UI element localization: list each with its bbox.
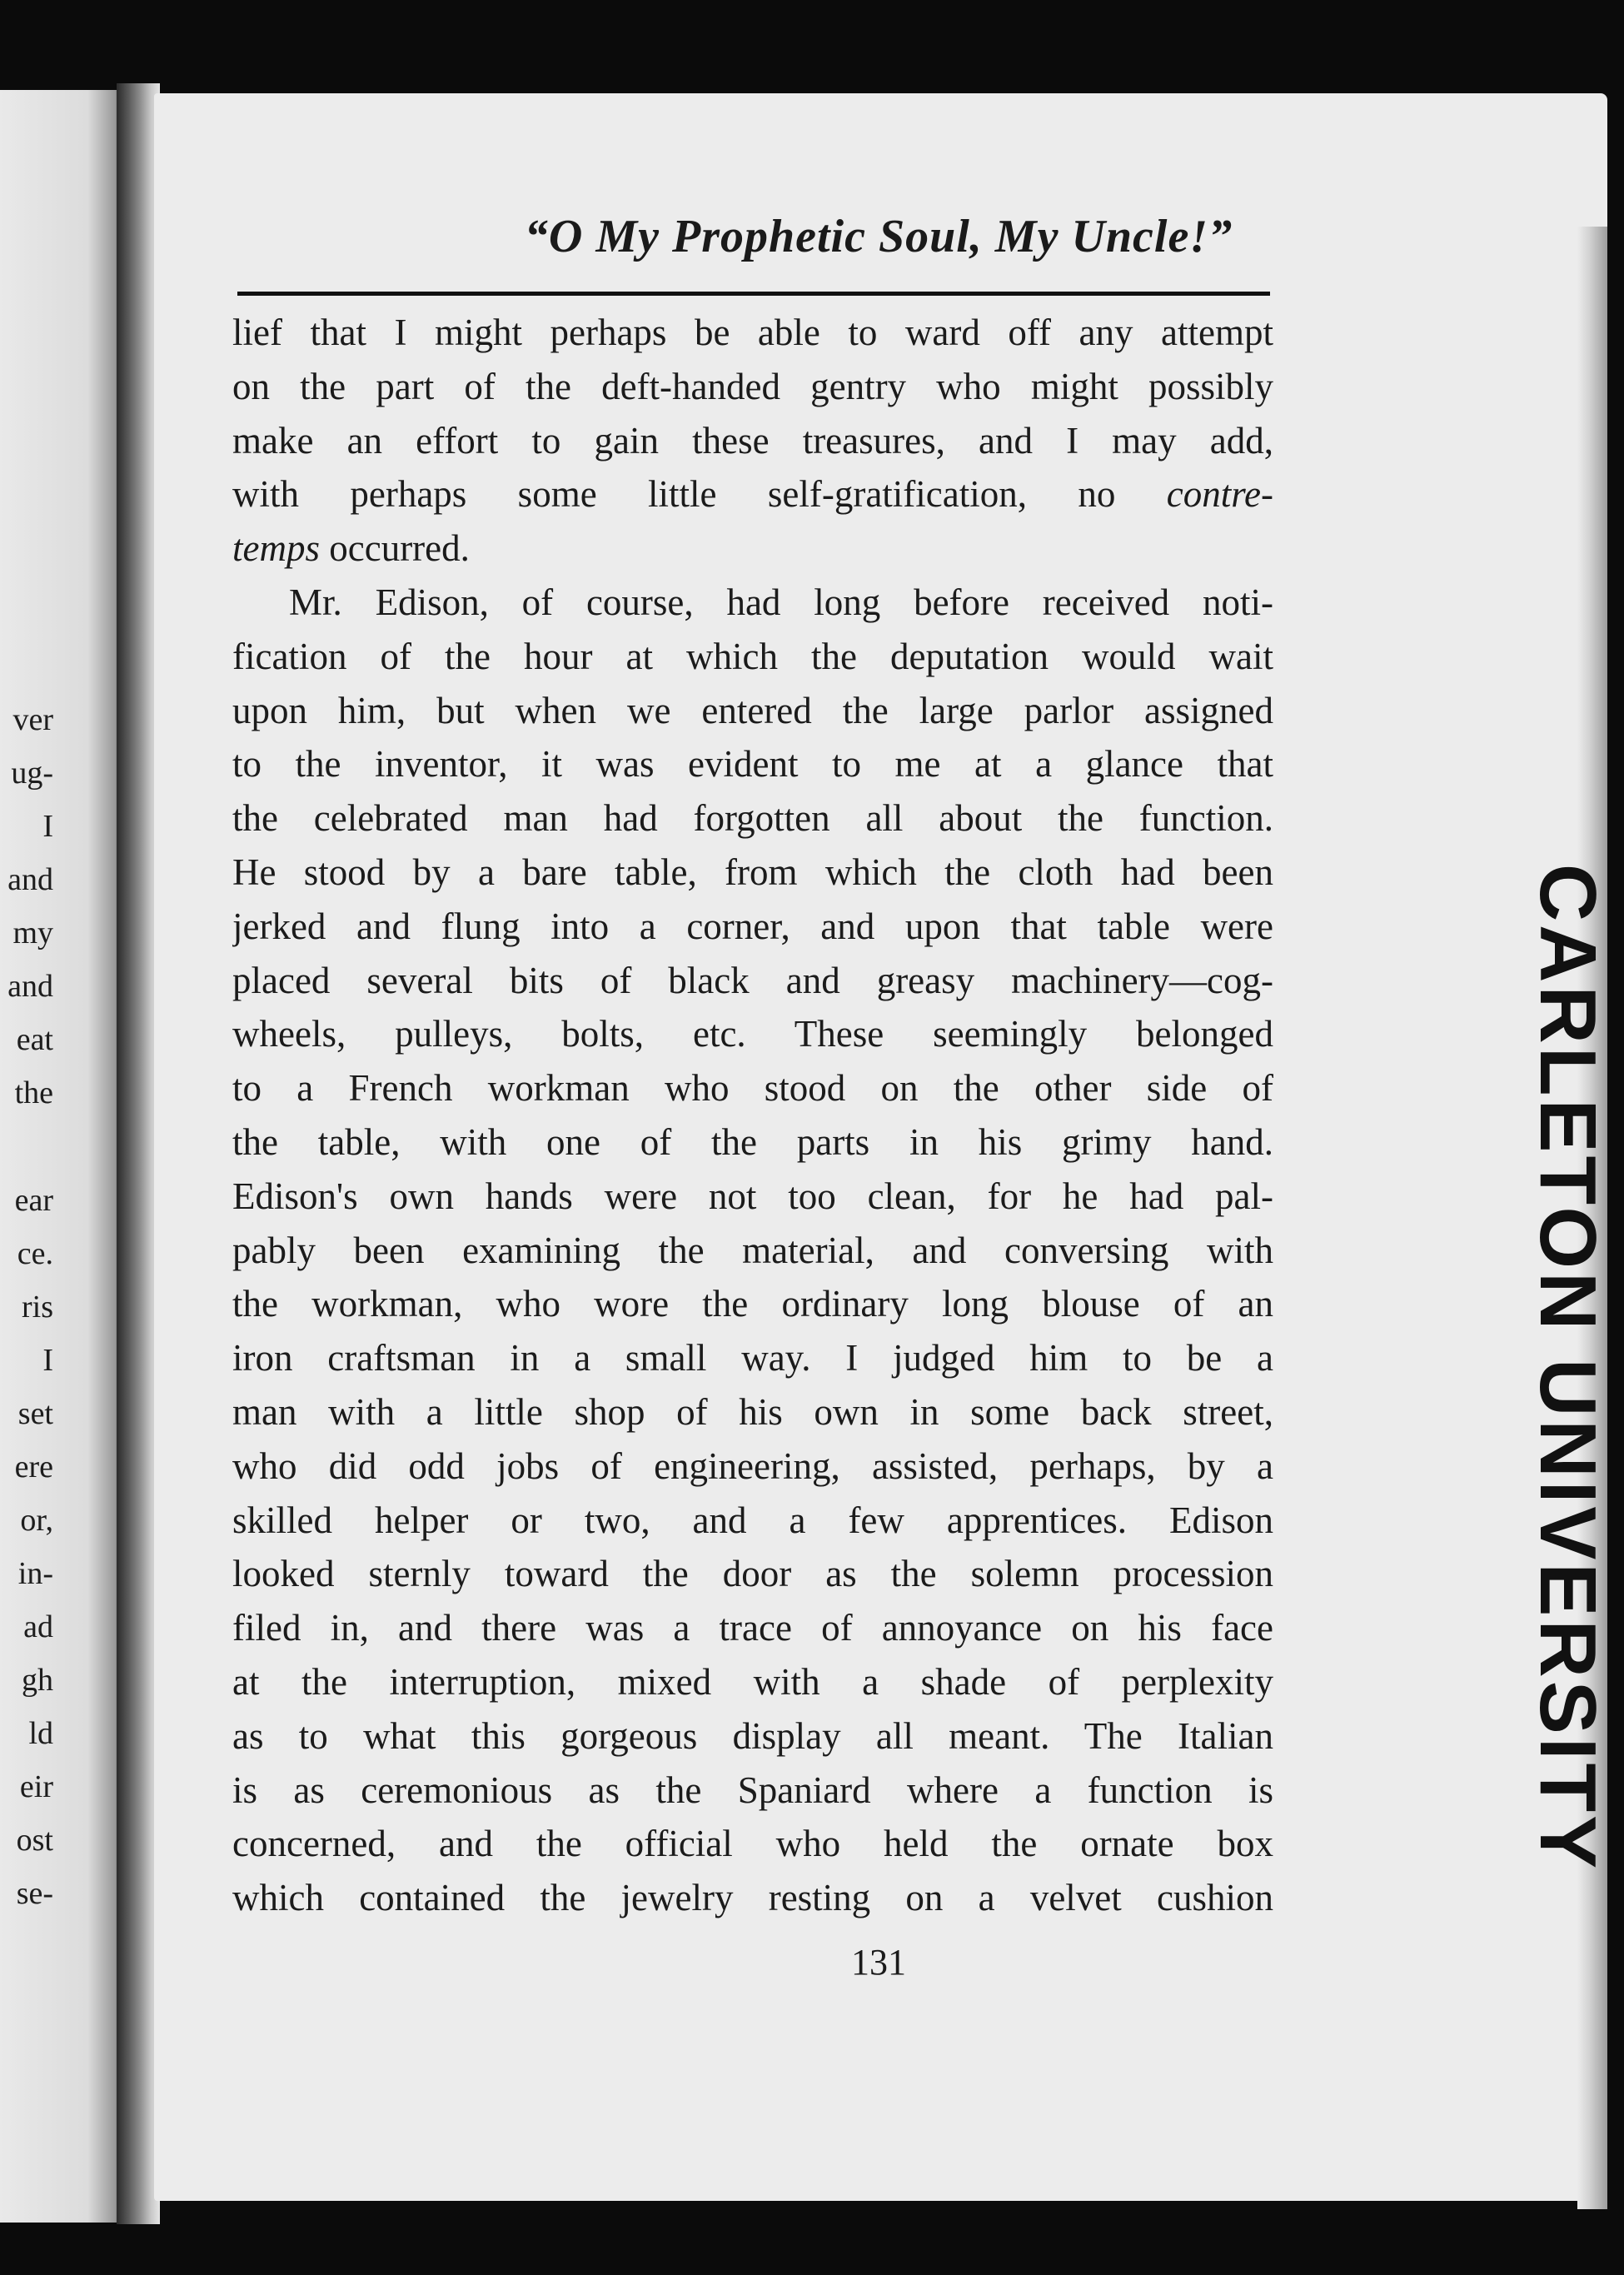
text-line: who did odd jobs of engineering, assisted, perhaps, by a: [232, 1444, 1273, 1487]
text-line: [232, 521, 1273, 576]
text-line: lief that I might perhaps be able to ward off any attempt: [232, 312, 1273, 353]
left-facing-page: [0, 90, 125, 2223]
text-line: Mr. Edison, of course, had long before received noti-: [289, 581, 1273, 623]
text-line: make an effort to gain these treasures, and I may add,: [232, 419, 1273, 461]
left-page-fragment: my: [12, 915, 53, 950]
text-line: wheels, pulleys, bolts, etc. These seemingly belonged: [232, 1013, 1273, 1055]
left-page-fragment: ost: [16, 1823, 53, 1858]
text-line: at the interruption, mixed with a shade of perplexity: [232, 1660, 1273, 1703]
text-line: which contained the jewelry resting on a velvet cushion: [232, 1877, 1273, 1919]
text-segment: occurred.: [320, 527, 470, 570]
italic-word: temps: [232, 527, 320, 570]
left-page-fragment: ug-: [11, 756, 53, 791]
left-page-fragment: eir: [19, 1769, 53, 1804]
left-page-fragment: set: [17, 1396, 53, 1431]
library-stamp-text: CARLETON UNIVERSITY: [1523, 863, 1612, 1873]
text-line: iron craftsman in a small way. I judged him to be a: [232, 1337, 1273, 1379]
left-page-fragment: ad: [23, 1609, 53, 1644]
left-page-fragment: eat: [16, 1022, 53, 1057]
left-page-fragment: in-: [17, 1556, 53, 1591]
left-page-fragment: ld: [28, 1716, 53, 1751]
text-line: fication of the hour at which the deputation would wait: [232, 635, 1273, 677]
left-page-fragment: I: [42, 1343, 53, 1378]
text-line: on the part of the deft-handed gentry who might possibly: [232, 365, 1273, 407]
text-line: man with a little shop of his own in some back street,: [232, 1390, 1273, 1433]
text-line: jerked and flung into a corner, and upon that table were: [232, 905, 1273, 947]
left-page-fragment: gh: [22, 1663, 53, 1698]
left-page-fragment: the: [14, 1075, 53, 1110]
text-line: pably been examining the material, and conversing with: [232, 1229, 1273, 1271]
text-line: Edison's own hands were not too clean, for he had pal-: [232, 1175, 1273, 1217]
text-line: to a French workman who stood on the other side of: [232, 1067, 1273, 1110]
left-page-fragment: se-: [16, 1876, 53, 1911]
running-head: “O My Prophetic Soul, My Uncle!”: [524, 211, 1233, 262]
left-page-fragment: and: [7, 969, 53, 1004]
left-page-fragment: ear: [14, 1183, 53, 1218]
text-line: filed in, and there was a trace of annoyance on his face: [232, 1607, 1273, 1649]
text-line: upon him, but when we entered the large parlor assigned: [232, 689, 1273, 731]
text-line: concerned, and the official who held the ornate box: [232, 1823, 1273, 1865]
italic-word: contre-: [1166, 473, 1273, 516]
page-number: 131: [851, 1942, 906, 1983]
text-line: the celebrated man had forgotten all about the function.: [232, 797, 1273, 840]
right-page: [154, 93, 1612, 2201]
text-segment: with perhaps some little self-gratification, no: [232, 473, 1167, 516]
left-page-fragment: ver: [12, 702, 53, 737]
left-page-fragment: or,: [20, 1503, 53, 1538]
body-text: [232, 306, 1273, 1925]
header-rule: [237, 292, 1270, 296]
text-line: placed several bits of black and greasy machinery—cog-: [232, 959, 1273, 1001]
text-line: as to what this gorgeous display all meant. The Italian: [232, 1714, 1273, 1757]
text-line: the table, with one of the parts in his grimy hand.: [232, 1120, 1273, 1163]
text-line: to the inventor, it was evident to me at a glance that: [232, 743, 1273, 786]
text-line: [232, 467, 1273, 521]
left-page-fragment: ere: [14, 1449, 53, 1484]
text-line: the workman, who wore the ordinary long blouse of an: [232, 1283, 1273, 1325]
left-page-fragment: ce.: [17, 1236, 53, 1271]
left-page-fragment: I: [42, 809, 53, 844]
text-line: is as ceremonious as the Spaniard where a function is: [232, 1769, 1273, 1811]
left-page-fragment: ris: [22, 1290, 53, 1325]
text-line: skilled helper or two, and a few apprentices. Edison: [232, 1499, 1273, 1541]
left-page-fragment: and: [7, 862, 53, 897]
text-line: looked sternly toward the door as the solemn procession: [232, 1553, 1273, 1595]
text-line: He stood by a bare table, from which the cloth had been: [232, 851, 1273, 893]
